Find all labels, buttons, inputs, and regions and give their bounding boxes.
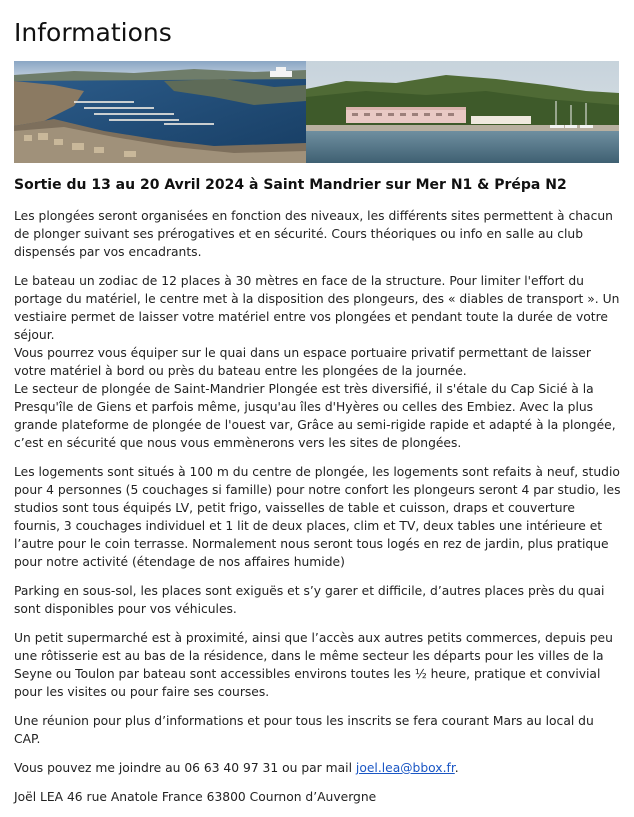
harbor-aerial-photo bbox=[14, 61, 306, 163]
paragraph-meeting: Une réunion pour plus d’informations et pour tous les inscrits se fera courant Mars au local du CAP. bbox=[14, 714, 594, 746]
page-title: Informations bbox=[14, 18, 172, 47]
seaside-building-photo bbox=[306, 61, 619, 163]
paragraph-shops: Un petit supermarché est à proximité, ainsi que l’accès aux autres petits commerces, depuis peu une rôtisserie est au bas de la résidence, dans le même secteur les départs pour les villes de la Seyne ou Toulon par bateau sont accessibles environs toutes les ½ heure, pratique et convivial pour les visites ou pour faire ses courses. bbox=[14, 631, 613, 699]
photo-banner bbox=[14, 61, 619, 163]
contact-line bbox=[14, 759, 622, 777]
paragraph-accommodation: Les logements sont situés à 100 m du centre de plongée, les logements sont refaits à neuf, studio pour 4 personnes (5 couchages si famille) pour notre confort les plongeurs seront 4 par studio, les studios sont tous équipés LV, petit frigo, vaisselles de table et cuisson, draps et couverture fournis, 3 couchages individuel et 1 lit de deux places, clim et TV, deux tables une intérieure et l’autre pour le coin terrasse. Normalement nous seront tous logés en rez de jardin, plus pratique pour notre activité (étendage de nos affaires humide) bbox=[14, 465, 621, 569]
article-heading: Sortie du 13 au 20 Avril 2024 à Saint Mandrier sur Mer N1 & Prépa N2 bbox=[14, 177, 567, 193]
contact-suffix: . bbox=[454, 761, 459, 775]
paragraph-boat: Le bateau un zodiac de 12 places à 30 mètres en face de la structure. Pour limiter l'effort du portage du matériel, le centre met à la disposition des plongeurs, des « diables de transport ». Un vestiaire permet de laisser votre matériel entre vos plongées et pendant toute la durée de votre séjour. bbox=[14, 274, 620, 342]
email-link[interactable]: joel.lea@bbox.fr bbox=[355, 761, 455, 775]
paragraph-parking: Parking en sous-sol, les places sont exiguës et s’y garer et difficile, d’autres places près du quai sont disponibles pour vos véhicules. bbox=[14, 584, 605, 616]
paragraph-diving-organisation: Les plongées seront organisées en fonction des niveaux, les différents sites permettent à chacun de plonger suivant ses prérogatives et en sécurité. Cours théoriques ou info en salle au club dispensés par vos encadrants. bbox=[14, 209, 613, 259]
article-body bbox=[14, 207, 622, 817]
address-line: Joël LEA 46 rue Anatole France 63800 Cournon d’Auvergne bbox=[14, 790, 377, 804]
paragraph-equipment: Vous pourrez vous équiper sur le quai dans un espace portuaire privatif permettant de laisser votre matériel à bord ou près du bateau entre les plongées de la journée. bbox=[14, 346, 591, 378]
paragraph-dive-sector: Le secteur de plongée de Saint-Mandrier Plongée est très diversifié, il s'étale du Cap Sicié à la Presqu'île de Giens et parfois même, jusqu'au îles d'Hyères ou celles des Embiez. Avec la plus grande plateforme de plongée de l'ouest var, Grâce au semi-rigide rapide et adapté à la plongée, c’est en sécurité que nous vous emmènerons vers les sites de plongées. bbox=[14, 382, 616, 450]
contact-prefix: Vous pouvez me joindre au 06 63 40 97 31 ou par mail bbox=[14, 761, 356, 775]
